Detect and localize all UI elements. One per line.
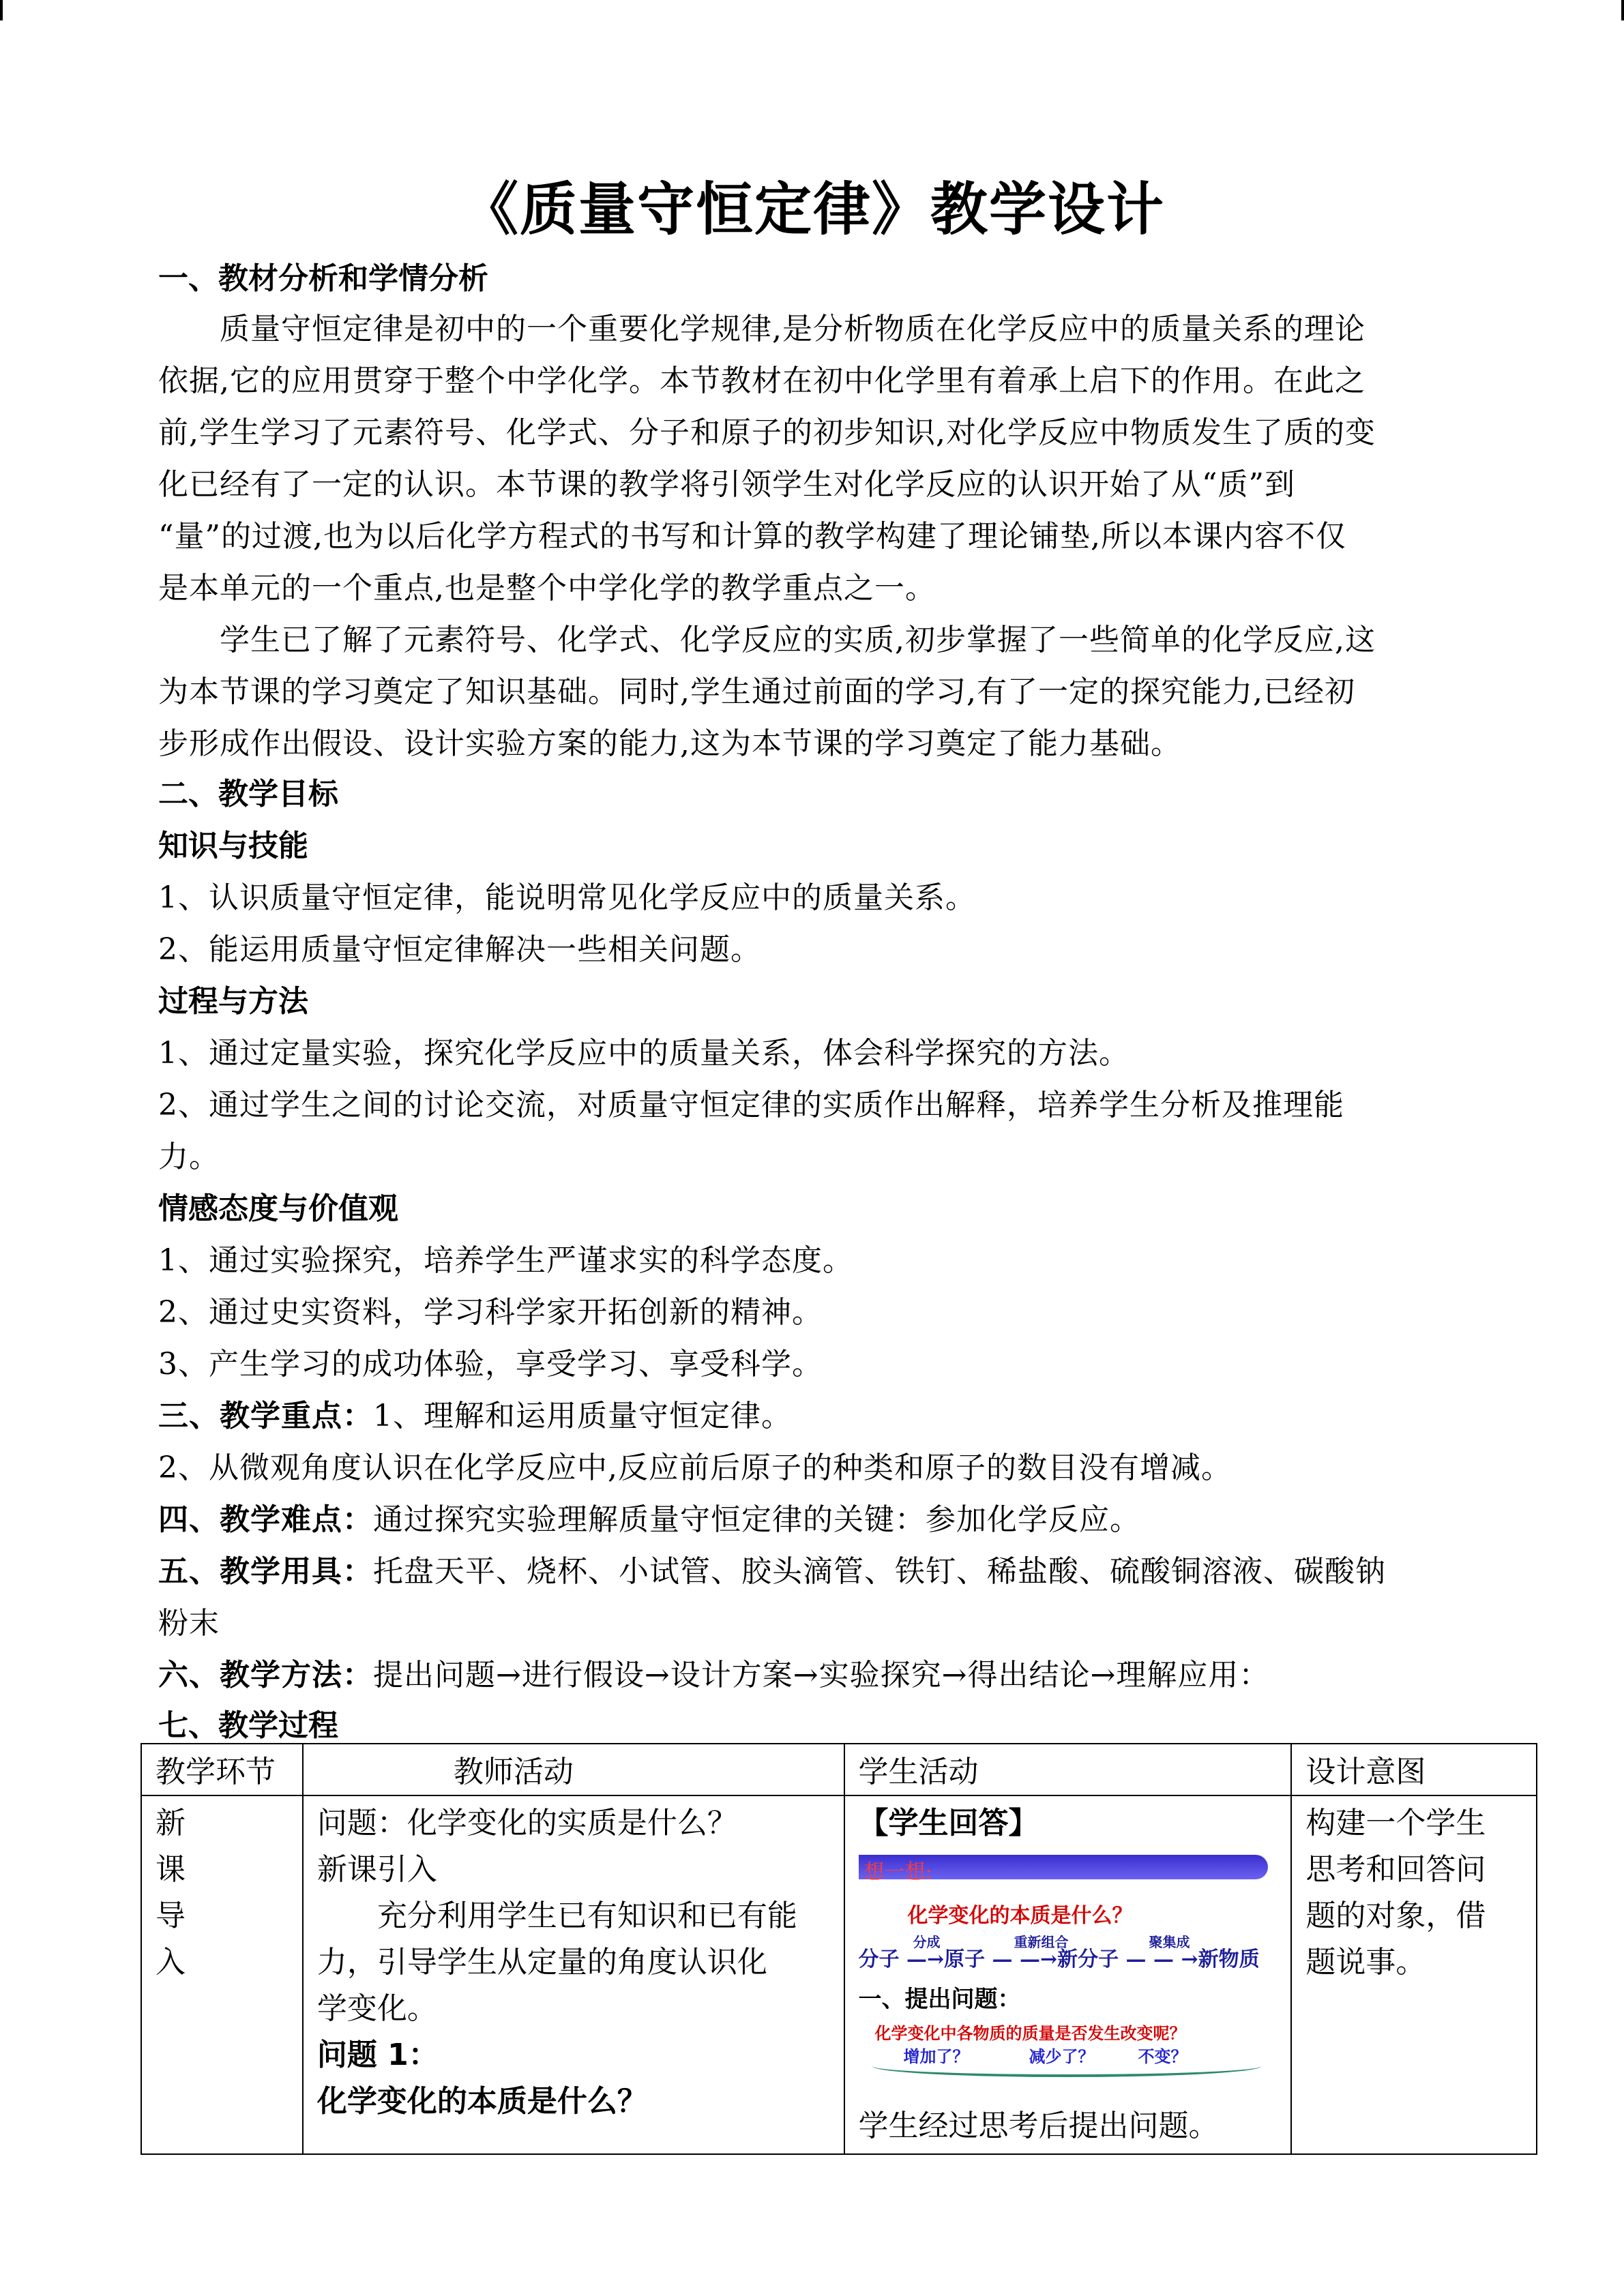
section-5-label: 五、教学用具：: [158, 1554, 373, 1589]
section-6-text: 提出问题→进行假设→设计方案→实验探究→得出结论→理解应用：: [373, 1658, 1270, 1693]
teacher-bold-line: 化学变化的本质是什么？: [316, 2084, 647, 2119]
slide-arrow-label-1: 分成: [913, 1934, 941, 1950]
teaching-process-table: [141, 1743, 1537, 2155]
slide-question-2: 化学变化中各物质的质量是否发生改变呢？: [874, 2023, 1186, 2043]
s1-para2-line1: 学生已了解了元素符号、化学式、化学反应的实质,初步掌握了一些简单的化学反应,这: [158, 623, 1376, 657]
slide-answer-2: 减少了？: [1029, 2046, 1095, 2066]
slide-reaction-chain: 分子 —→原子 — —→新分子 — — →新物质: [858, 1948, 1260, 1971]
slide-answer-1: 增加了？: [903, 2046, 969, 2066]
section-3-text: 1、理解和运用质量守恒定律。: [373, 1399, 792, 1433]
section-6-line: [158, 1650, 1269, 1694]
s2-knowledge-item-1: 1、认识质量守恒定律，能说明常见化学反应中的质量关系。: [158, 880, 976, 915]
section-2-heading: 二、教学目标: [158, 777, 338, 811]
section-1-heading: 一、教材分析和学情分析: [158, 261, 488, 296]
teacher-cell: [303, 1795, 844, 2154]
s2-subheading-process: 过程与方法: [158, 984, 308, 1019]
stage-char: 导: [156, 1898, 186, 1933]
teacher-line: 学变化。: [316, 1991, 437, 2026]
header-intent: 设计意图: [1291, 1744, 1537, 1795]
slide-image: [859, 1851, 1268, 2103]
stage-cell: [141, 1795, 303, 2154]
s1-para2-line3: 步形成作出假设、设计实验方案的能力,这为本节课的学习奠定了能力基础。: [158, 726, 1181, 761]
s2-process-item-2-cont: 力。: [158, 1139, 220, 1174]
s2-process-item-2: 2、通过学生之间的讨论交流，对质量守恒定律的实质作出解释，培养学生分析及推理能: [158, 1088, 1344, 1122]
header-student: 学生活动: [844, 1744, 1292, 1795]
intent-line: 构建一个学生: [1305, 1806, 1486, 1840]
s2-knowledge-item-2: 2、能运用质量守恒定律解决一些相关问题。: [158, 932, 761, 967]
header-teacher: 教师活动: [303, 1744, 844, 1795]
header-stage: 教学环节: [141, 1744, 303, 1795]
s1-para1-line4: 化已经有了一定的认识。本节课的教学将引领学生对化学反应的认识开始了从“质”到: [158, 467, 1295, 502]
page-corner-left: [0, 0, 3, 20]
table-row: [141, 1795, 1537, 2154]
stage-char: 入: [156, 1945, 186, 1980]
document-title: 《质量守恒定律》教学设计: [460, 176, 1165, 243]
teacher-line: 问题：化学变化的实质是什么？: [316, 1806, 737, 1840]
s1-para1-line2: 依据,它的应用贯穿于整个中学化学。本节教材在初中化学里有着承上启下的作用。在此之: [158, 363, 1365, 398]
table-header-row: [141, 1744, 1537, 1795]
slide-arrow-label-2: 重新组合: [1014, 1934, 1069, 1950]
teacher-line: 充分利用学生已有知识和已有能: [316, 1898, 797, 1933]
section-3-line: [158, 1391, 792, 1435]
section-6-label: 六、教学方法：: [158, 1658, 373, 1693]
intent-line: 题说事。: [1305, 1945, 1426, 1980]
slide-title-bar: [859, 1855, 1268, 1884]
intent-cell: [1291, 1795, 1537, 2154]
s1-para2-line2: 为本节课的学习奠定了知识基础。同时,学生通过前面的学习,有了一定的探究能力,已经初: [158, 674, 1355, 709]
section-5-text: 托盘天平、烧杯、小试管、胶头滴管、铁钉、稀盐酸、硫酸铜溶液、碳酸钠: [373, 1554, 1386, 1589]
s1-para1-line5: “量”的过渡,也为以后化学方程式的书写和计算的教学构建了理论铺垫,所以本课内容不仅: [158, 519, 1346, 554]
s2-emotion-item-3: 3、产生学习的成功体验，享受学习、享受科学。: [158, 1347, 823, 1382]
stage-char: 新: [156, 1806, 186, 1840]
s2-process-item-1: 1、通过定量实验，探究化学反应中的质量关系，体会科学探究的方法。: [158, 1036, 1130, 1071]
section-4-line: [158, 1495, 1140, 1538]
student-cell: [844, 1795, 1292, 2154]
intent-line: 题的对象，借: [1305, 1898, 1486, 1933]
page-corner-right: [1621, 0, 1624, 20]
s2-emotion-item-1: 1、通过实验探究，培养学生严谨求实的科学态度。: [158, 1243, 853, 1278]
section-4-text: 通过探究实验理解质量守恒定律的关键：参加化学反应。: [373, 1502, 1140, 1537]
slide-answer-3: 不变？: [1138, 2046, 1187, 2066]
stage-char: 课: [156, 1852, 186, 1887]
teacher-line: 力，引导学生从定量的角度认识化: [316, 1945, 767, 1980]
slide-question: 化学变化的本质是什么？: [907, 1904, 1133, 1928]
s2-emotion-item-2: 2、通过史实资料，学习科学家开拓创新的精神。: [158, 1295, 823, 1330]
student-footer-text: 学生经过思考后提出问题。: [858, 2108, 1219, 2143]
slide-subheading: 一、提出问题：: [858, 1986, 1021, 2013]
section-4-label: 四、教学难点：: [158, 1502, 373, 1537]
s1-para1-line1: 质量守恒定律是初中的一个重要化学规律,是分析物质在化学反应中的质量关系的理论: [158, 312, 1365, 346]
teacher-bold-line: 问题 1：: [316, 2038, 439, 2072]
s2-subheading-emotion: 情感态度与价值观: [158, 1191, 398, 1226]
section-7-heading: 七、教学过程: [158, 1708, 338, 1743]
s1-para1-line6: 是本单元的一个重点,也是整个中学化学的教学重点之一。: [158, 571, 936, 606]
section-3-line2: 2、从微观角度认识在化学反应中,反应前后原子的种类和原子的数目没有增减。: [158, 1450, 1232, 1485]
slide-bar-text: 想一想:: [863, 1860, 932, 1884]
section-5-line: [158, 1547, 1386, 1590]
slide-arrow-label-3: 聚集成: [1149, 1934, 1190, 1950]
s2-subheading-knowledge: 知识与技能: [158, 829, 308, 863]
section-3-label: 三、教学重点：: [158, 1399, 373, 1433]
intent-line: 思考和回答问: [1305, 1852, 1486, 1887]
section-5-line2: 粉末: [158, 1606, 220, 1641]
student-answer-heading: 【学生回答】: [858, 1806, 1039, 1840]
s1-para1-line3: 前,学生学习了元素符号、化学式、分子和原子的初步知识,对化学反应中物质发生了质的变: [158, 415, 1376, 450]
teacher-line: 新课引入: [316, 1852, 437, 1887]
